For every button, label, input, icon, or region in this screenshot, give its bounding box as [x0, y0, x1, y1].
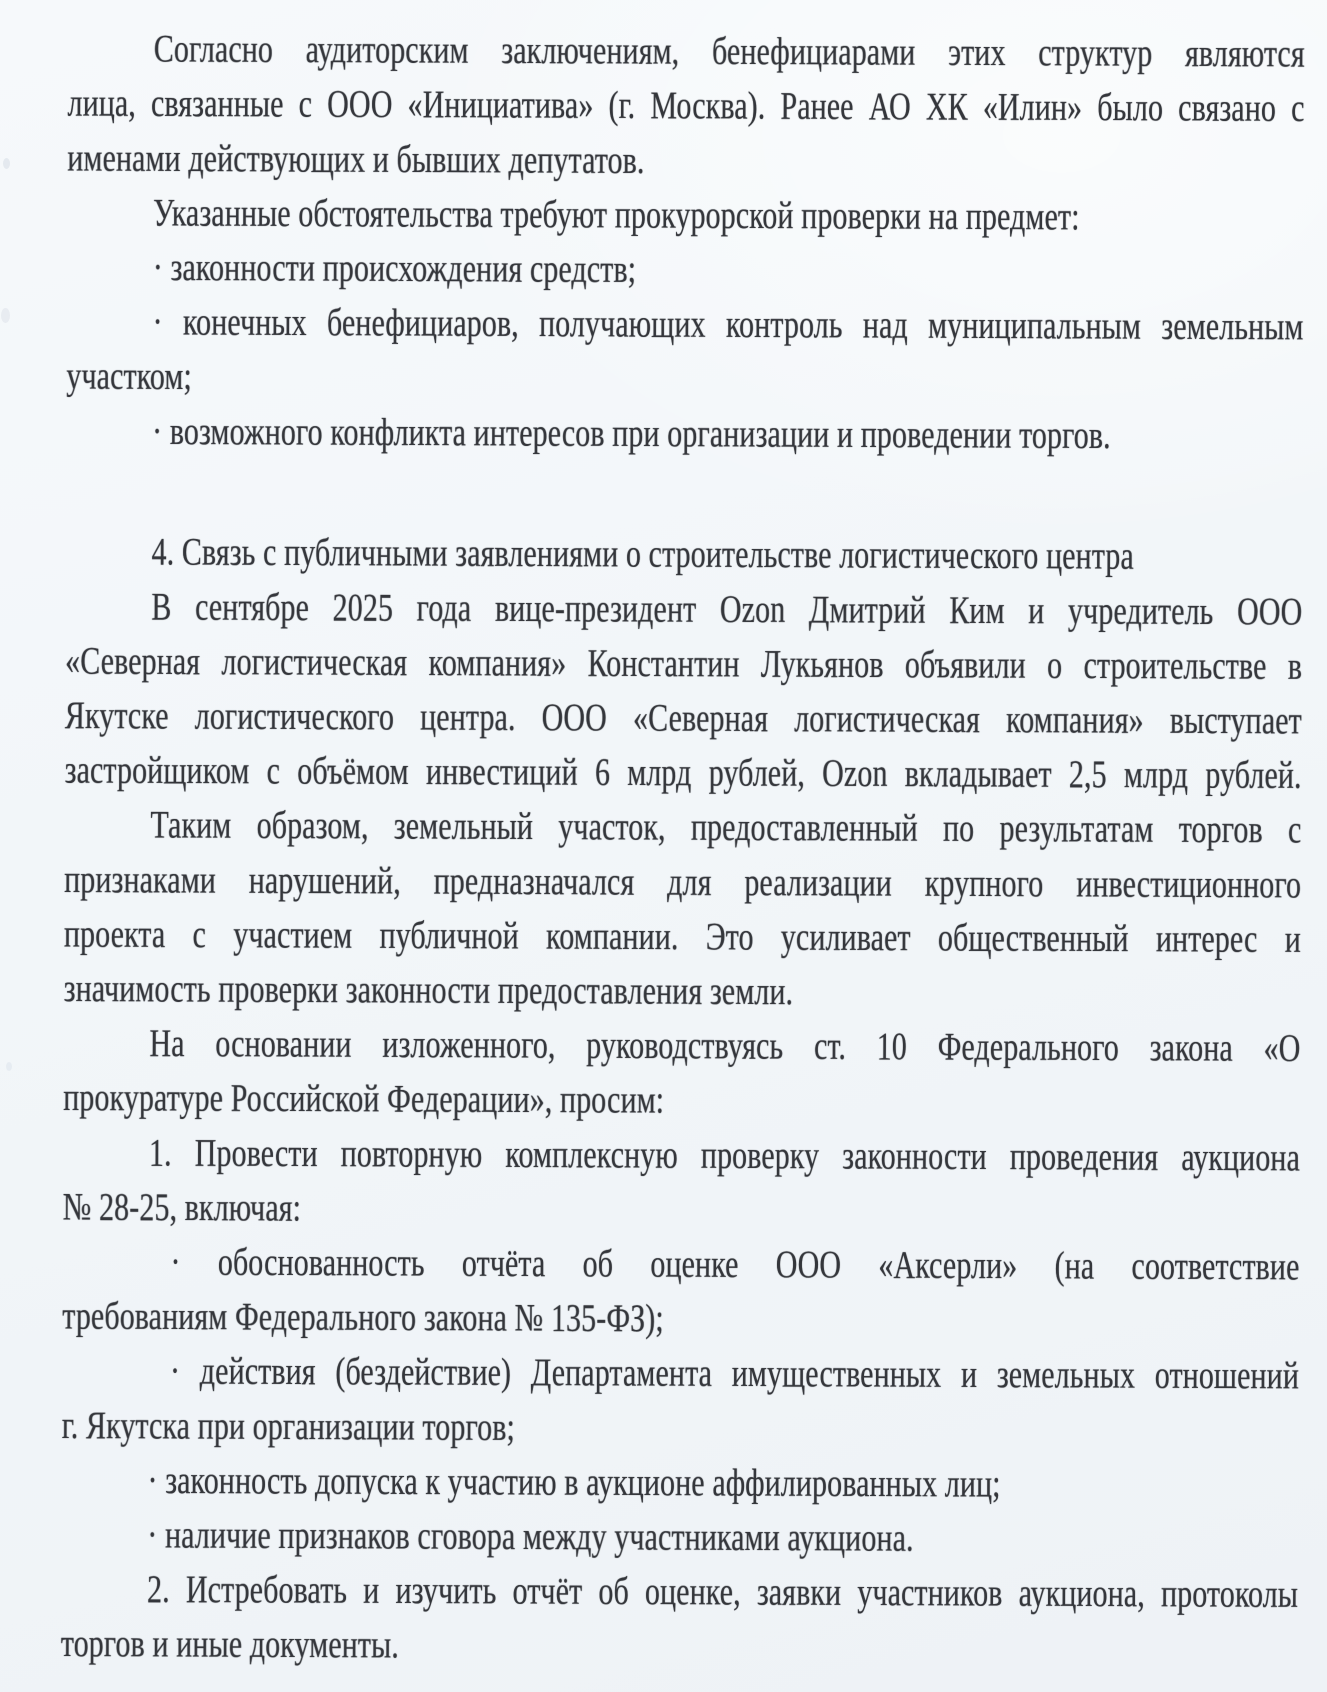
request-line: 2. Истребовать и изучить отчёт об оценке, заявки участников аукциона, протоколы [146, 1568, 1299, 1617]
bullet-item [66, 295, 1303, 410]
bullet-line: г. Якутска при организации торгов; [61, 1403, 516, 1449]
text-line: «Северная логистическая компания» Константин Лукьянов объявили о строительстве в [65, 639, 1303, 688]
bullet-line: · обоснованность отчёта об оценке ООО «Аксерли» (на соответствие [170, 1240, 1300, 1289]
bullet-line: · конечных бенефициаров, получающих контроль над муниципальным земельным [152, 300, 1304, 349]
paragraph [67, 186, 1304, 246]
text-line: Согласно аудиторским заключениям, бенефициарами этих структур являются [153, 27, 1305, 76]
document-text [61, 0, 1305, 1677]
paragraph [64, 798, 1302, 1022]
bullet-line: · наличие признаков сговора между участниками аукциона. [147, 1513, 914, 1560]
request-item [63, 1126, 1300, 1241]
scan-artifact [6, 1062, 12, 1071]
bullet-item [62, 1235, 1299, 1350]
bullet-item [61, 1508, 1298, 1568]
text-line: На основании изложенного, руководствуясь ст. 10 Федерального закона «О [149, 1022, 1301, 1071]
text-line: Указанные обстоятельства требуют прокурорской проверки на предмет: [152, 191, 1080, 239]
bullet-line: участком; [66, 354, 192, 399]
text-line: прокуратуре Российской Федерации», просим: [63, 1076, 665, 1122]
bullet-item [62, 1344, 1299, 1459]
text-line: именами действующих и бывших депутатов. [67, 136, 645, 182]
text-line: лица, связанные с ООО «Инициатива» (г. Москва). Ранее АО ХК «Илин» было связано с [67, 81, 1305, 131]
section-heading [65, 525, 1302, 585]
bullet-line: · действия (бездействие) Департамента имущественных и земельных отношений [169, 1349, 1300, 1398]
text-line: Якутске логистического центра. ООО «Северная логистическая компания» выступает [64, 694, 1302, 743]
text-line: В сентябре 2025 года вице-президент Ozon Дмитрий Ким и учредитель ООО [151, 585, 1303, 634]
paragraph [65, 580, 1303, 804]
section-heading-line: 4. Связь с публичными заявлениями о строительстве логистического центра [151, 530, 1134, 578]
text-line: значимость проверки законности предоставления земли. [63, 967, 794, 1014]
request-item [61, 1563, 1298, 1678]
paragraph [63, 1017, 1300, 1132]
text-line: застройщиком с объёмом инвестиций 6 млрд рублей, Ozon вкладывает 2,5 млрд рублей. [64, 748, 1302, 798]
request-line: № 28-25, включая: [62, 1185, 302, 1230]
bullet-item [67, 240, 1304, 300]
bullet-item [61, 1453, 1298, 1513]
text-line: признаками нарушений, предназначался для реализации крупного инвестиционного [64, 857, 1302, 907]
request-line: торгов и иные документы. [60, 1622, 400, 1667]
request-line: 1. Провести повторную комплексную проверку законности проведения аукциона [148, 1131, 1301, 1180]
scan-artifact [3, 158, 10, 169]
paragraph [67, 22, 1305, 191]
bullet-item [66, 404, 1303, 464]
scan-artifact [1, 308, 10, 323]
bullet-line: требованиям Федерального закона № 135-ФЗ); [62, 1294, 664, 1341]
bullet-line: · законности происхождения средств; [152, 246, 637, 292]
bullet-line: · возможного конфликта интересов при организации и проведении торгов. [152, 409, 1111, 457]
text-line: Таким образом, земельный участок, предоставленный по результатам торгов с [150, 803, 1302, 852]
text-line: проекта с участием публичной компании. Это усиливает общественный интерес и [63, 912, 1302, 961]
bullet-line: · законность допуска к участию в аукционе аффилированных лиц; [147, 1458, 1001, 1506]
